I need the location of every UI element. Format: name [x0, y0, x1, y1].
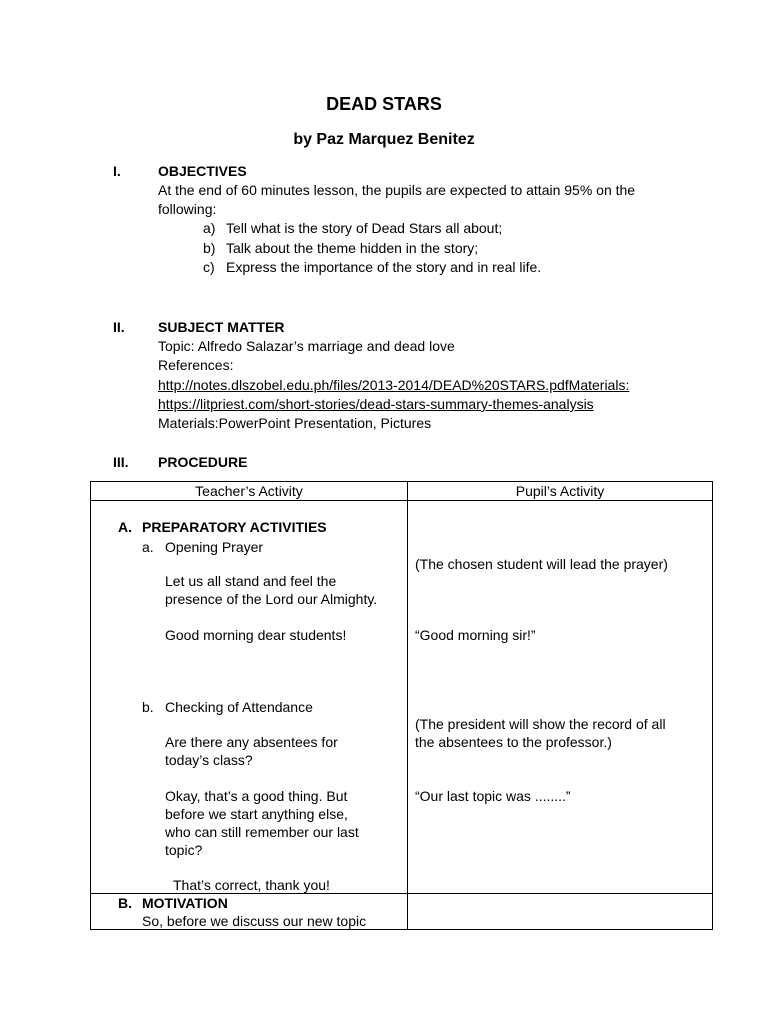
pupil-prayer: (The chosen student will lead the prayer) — [415, 556, 668, 572]
section-b-title: MOTIVATION — [142, 895, 228, 911]
objective-item: Talk about the theme hidden in the story; — [226, 240, 479, 256]
reference-link-2[interactable]: https://litpriest.com/short-stories/dead-stars-summary-themes-analysis — [158, 396, 594, 412]
subject-topic: Topic: Alfredo Salazar’s marriage and dead love — [158, 338, 455, 354]
pupil-greeting: “Good morning sir!” — [415, 627, 536, 643]
objective-item: Express the importance of the story and in real life. — [226, 259, 542, 275]
teacher-okay-line: before we start anything else, — [165, 806, 348, 822]
procedure-number: III. — [113, 454, 129, 470]
references-label: References: — [158, 357, 234, 373]
item-a-title: Opening Prayer — [165, 539, 264, 555]
table-left-border — [90, 481, 91, 930]
objective-item: Tell what is the story of Dead Stars all about; — [226, 220, 503, 236]
teacher-okay-line: who can still remember our last — [165, 824, 359, 840]
section-b-marker: B. — [118, 895, 132, 911]
teacher-prayer-line: presence of the Lord our Almighty. — [165, 591, 378, 607]
document-title: DEAD STARS — [326, 94, 442, 114]
column-header-teacher: Teacher’s Activity — [195, 483, 303, 499]
objectives-heading: OBJECTIVES — [158, 163, 247, 179]
objective-marker: a) — [203, 220, 216, 236]
objective-marker: c) — [203, 259, 215, 275]
procedure-heading: PROCEDURE — [158, 454, 248, 470]
teacher-greeting: Good morning dear students! — [165, 627, 347, 643]
document-author: by Paz Marquez Benitez — [293, 131, 475, 148]
table-header-border — [90, 500, 713, 501]
item-a-marker: a. — [142, 539, 154, 555]
objectives-intro-cont: following: — [158, 201, 217, 217]
objectives-intro: At the end of 60 minutes lesson, the pupils are expected to attain 95% on the — [158, 182, 636, 198]
table-column-divider — [407, 481, 408, 930]
item-b-title: Checking of Attendance — [165, 699, 313, 715]
objectives-number: I. — [113, 163, 121, 179]
pupil-absent-line: the absentees to the professor.) — [415, 734, 612, 750]
column-header-pupil: Pupil’s Activity — [515, 483, 605, 499]
teacher-okay-line: Okay, that’s a good thing. But — [165, 788, 348, 804]
item-b-marker: b. — [142, 699, 154, 715]
pupil-absent-line: (The president will show the record of all — [415, 716, 666, 732]
teacher-correct: That’s correct, thank you! — [173, 877, 330, 893]
subject-number: II. — [113, 319, 125, 335]
table-right-border — [712, 481, 713, 930]
teacher-okay-line: topic? — [165, 842, 203, 858]
objective-marker: b) — [203, 240, 216, 256]
teacher-absent-line: Are there any absentees for — [165, 734, 338, 750]
section-a-marker: A. — [118, 519, 132, 535]
teacher-prayer-line: Let us all stand and feel the — [165, 573, 337, 589]
section-a-title: PREPARATORY ACTIVITIES — [142, 519, 327, 535]
teacher-absent-line: today’s class? — [165, 752, 253, 768]
subject-heading: SUBJECT MATTER — [158, 319, 285, 335]
materials-text: Materials:PowerPoint Presentation, Pictures — [158, 415, 432, 431]
motivation-text: So, before we discuss our new topic — [142, 913, 367, 929]
pupil-last-topic: “Our last topic was ........” — [415, 788, 571, 804]
reference-link-1[interactable]: http://notes.dlszobel.edu.ph/files/2013-2014/DEAD%20STARS.pdfMaterials: — [158, 377, 630, 393]
